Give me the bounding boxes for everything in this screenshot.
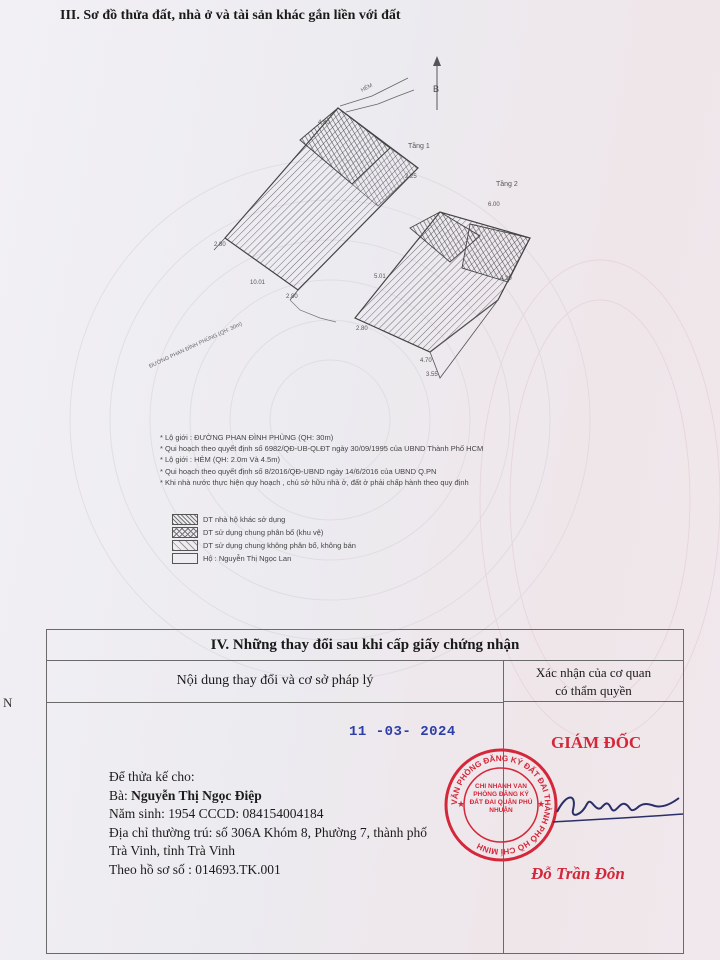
dim-label: 6.00 — [488, 202, 500, 208]
plan-notes — [160, 432, 483, 488]
alley-label: HẺM — [360, 82, 374, 94]
floor2-label: Tầng 2 — [496, 181, 518, 188]
entry-prefix: Bà: — [109, 787, 132, 803]
north-arrow-icon — [433, 56, 441, 110]
signer-name: Đỗ Trần Đôn — [531, 864, 625, 883]
authority-header-line: có thẩm quyền — [555, 683, 632, 698]
seal-ring-text: VĂN PHÒNG ĐĂNG KÝ ĐẤT ĐAI THÀNH PHỐ HỒ CHÍ MINH — [449, 753, 553, 857]
handwritten-signature — [547, 782, 687, 832]
dim-label: 3.55 — [426, 372, 438, 378]
authority-column-header — [503, 660, 683, 702]
legend-label: DT nhà hộ khác sở dụng — [203, 515, 286, 524]
legend-row — [172, 513, 356, 526]
entry-line: Theo hồ sơ số : 014693.TK.001 — [109, 861, 281, 877]
empty-swatch-icon — [172, 553, 198, 564]
change-entry — [109, 768, 427, 879]
dim-label: 4.20 — [500, 276, 512, 282]
dim-label: 4.70 — [420, 358, 432, 364]
changes-column-header: Nội dung thay đổi và cơ sở pháp lý — [47, 660, 503, 703]
seal-center-text: CHI NHÁNH VĂN PHÒNG ĐĂNG KÝ ĐẤT ĐAI QUẬN PHÚ NHUẬN — [469, 783, 533, 814]
section-title: III. Sơ đồ thửa đất, nhà ở và tài sản khác gắn liền với đất — [60, 8, 401, 23]
street-label: ĐƯỜNG PHAN ĐÌNH PHÙNG (QH: 30m) — [148, 321, 244, 370]
dim-label: 2.80 — [214, 242, 226, 248]
entry-line — [109, 787, 427, 806]
legend-row — [172, 539, 356, 552]
dim-label: 2.80 — [356, 326, 368, 332]
land-plot-diagram — [0, 0, 720, 440]
dim-label: 4.80 — [318, 120, 330, 126]
legend-row — [172, 526, 356, 539]
crosshatch-swatch-icon — [172, 527, 198, 538]
entry-line: Năm sinh: 1954 CCCD: 084154004184 — [109, 806, 324, 821]
seal-star-icon: ★ — [537, 799, 546, 809]
light-hatch-swatch-icon — [172, 540, 198, 551]
authority-title: GIÁM ĐỐC — [551, 733, 642, 752]
floor1-label: Tầng 1 — [408, 143, 430, 150]
legend-label: Hộ : Nguyễn Thị Ngọc Lan — [203, 554, 292, 563]
legend-row — [172, 552, 356, 565]
entry-line: Để thửa kế cho: — [109, 769, 195, 784]
entry-line: Địa chỉ thường trú: số 306A Khóm 8, Phường 7, thành phố — [109, 824, 428, 840]
dim-label: 5.01 — [374, 274, 386, 280]
official-seal — [443, 747, 559, 863]
beneficiary-name: Nguyễn Thị Ngọc Điệp — [131, 787, 262, 803]
changes-table — [46, 629, 684, 954]
note-line: * Qui hoạch theo quyết định số 8/2016/QĐ-UBND ngày 14/6/2016 của UBND Q.PN — [160, 466, 437, 476]
plan-legend — [172, 513, 356, 565]
dim-label: 10.01 — [250, 280, 266, 286]
date-stamp: 11 -03- 2024 — [349, 724, 456, 740]
changes-title: IV. Những thay đổi sau khi cấp giấy chứng nhận — [47, 630, 683, 661]
margin-letter: N — [3, 695, 13, 710]
note-line: * Lộ giới : HẺM (QH: 2.0m Và 4.5m) — [160, 455, 280, 465]
legend-label: DT sử dụng chung không phân bổ, không bán — [203, 541, 356, 550]
note-line: * Khi nhà nước thực hiện quy hoạch , chủ sở hữu nhà ở, đất ở phải chấp hành theo quy định — [160, 477, 469, 487]
note-line: * Lộ giới : ĐƯỜNG PHAN ĐÌNH PHÙNG (QH: 30m) — [160, 433, 334, 442]
note-line: * Qui hoạch theo quyết định số 6982/QĐ-UB-QLĐT ngày 30/09/1995 của UBND Thành Phố HCM — [160, 444, 484, 454]
dim-label: 2.25 — [405, 174, 417, 180]
north-label: B — [433, 84, 440, 94]
dim-label: 2.80 — [286, 294, 298, 300]
legend-label: DT sử dụng chung phân bổ (khu vệ) — [203, 528, 324, 537]
hatch-swatch-icon — [172, 514, 198, 525]
seal-star-icon: ★ — [457, 799, 466, 809]
entry-line: Trà Vinh, tỉnh Trà Vinh — [109, 843, 236, 858]
authority-header-line: Xác nhận của cơ quan — [535, 665, 652, 680]
